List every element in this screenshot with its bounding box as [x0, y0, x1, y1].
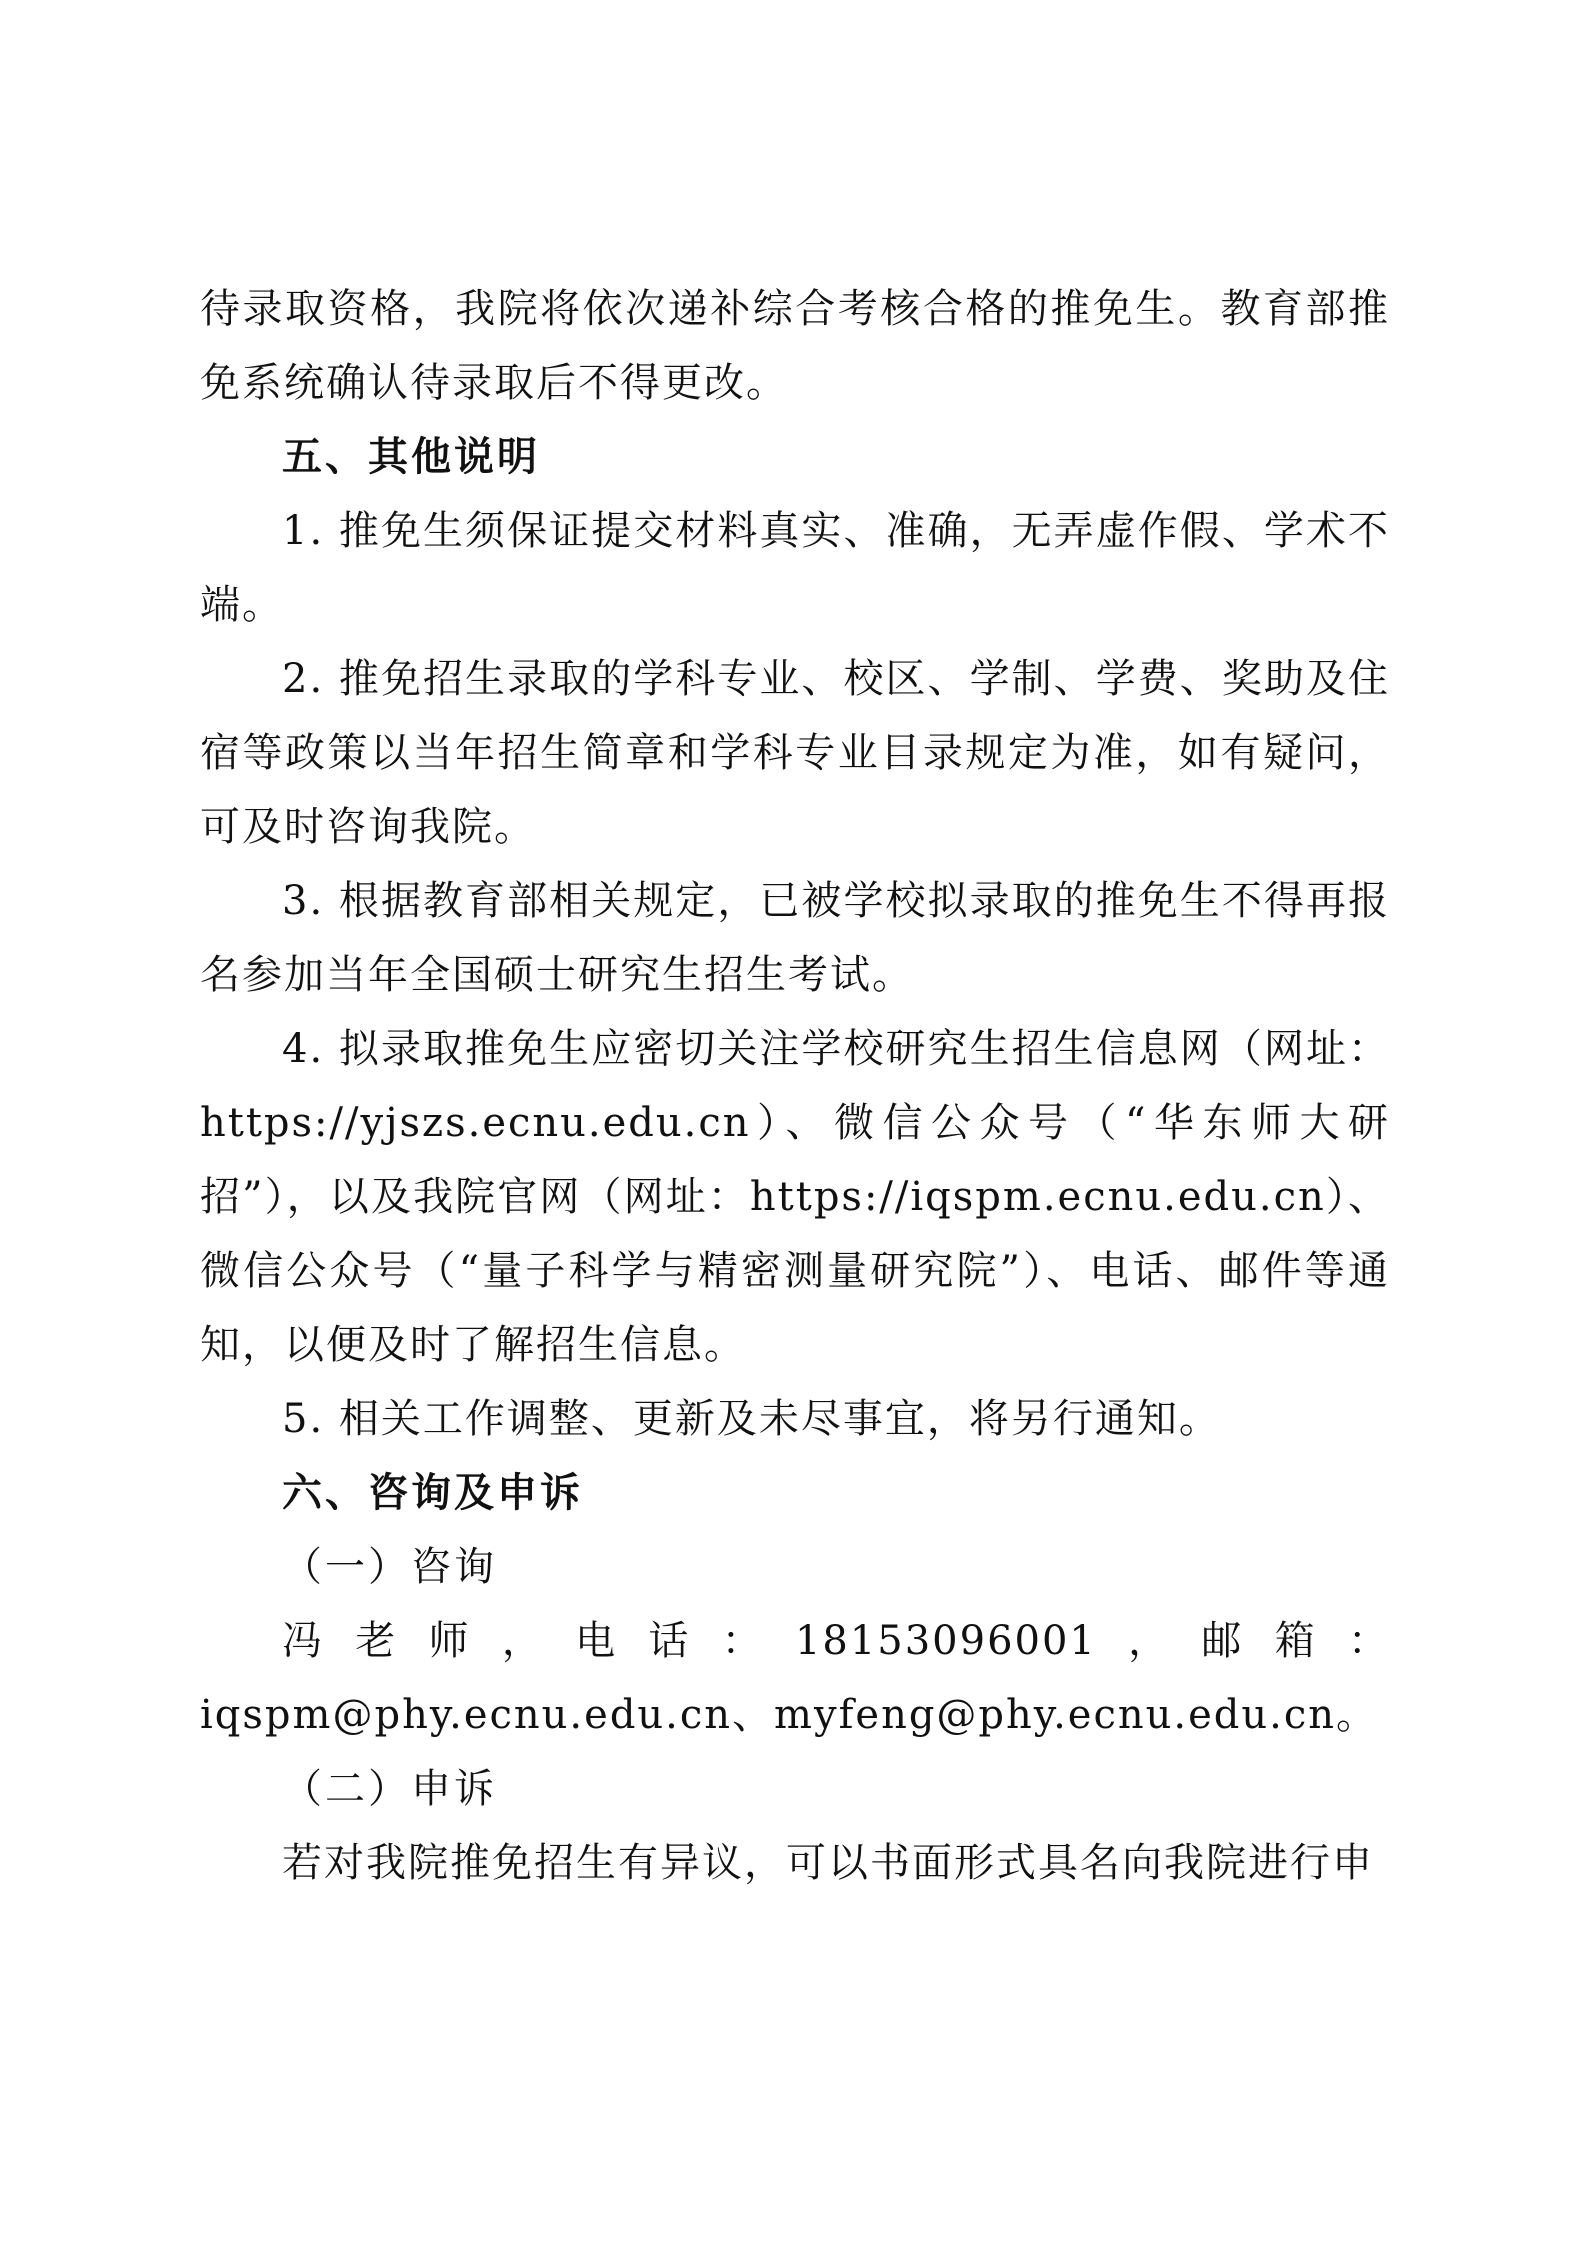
section-five-item-1: 1. 推免生须保证提交材料真实、准确，无弄虚作假、学术不端。: [200, 508, 1390, 628]
section-six-heading: 六、咨询及申诉: [282, 1470, 583, 1516]
section-five-item-3: 3. 根据教育部相关规定，已被学校拟录取的推免生不得再报名参加当年全国硕士研究生招生考试。: [200, 878, 1390, 998]
consult-subheading: （一）咨询: [282, 1544, 497, 1590]
consult-contact-paragraph: 冯老师，电话：18153096001，邮箱：iqspm@phy.ecnu.edu.cn、myfeng@phy.ecnu.edu.cn。: [200, 1618, 1390, 1738]
appeal-subheading: （二）申诉: [282, 1766, 497, 1812]
section-five-item-2: 2. 推免招生录取的学科专业、校区、学制、学费、奖助及住宿等政策以当年招生简章和学科专业目录规定为准，如有疑问，可及时咨询我院。: [200, 656, 1390, 850]
appeal-paragraph: 若对我院推免招生有异议，可以书面形式具名向我院进行申: [282, 1840, 1374, 1886]
section-five-heading: 五、其他说明: [282, 434, 540, 480]
section-five-item-5: 5. 相关工作调整、更新及未尽事宜，将另行通知。: [282, 1396, 1221, 1442]
continuation-paragraph: 待录取资格，我院将依次递补综合考核合格的推免生。教育部推免系统确认待录取后不得更改。: [200, 286, 1390, 406]
section-five-item-4: 4. 拟录取推免生应密切关注学校研究生招生信息网（网址：https://yjszs.ecnu.edu.cn）、微信公众号（“华东师大研招”），以及我院官网（网址：https://iqspm.ecnu.edu.cn）、微信公众号（“量子科学与精密测量研究院”）、电话、邮件等通知，以便及时了解招生信息。: [200, 1026, 1390, 1368]
